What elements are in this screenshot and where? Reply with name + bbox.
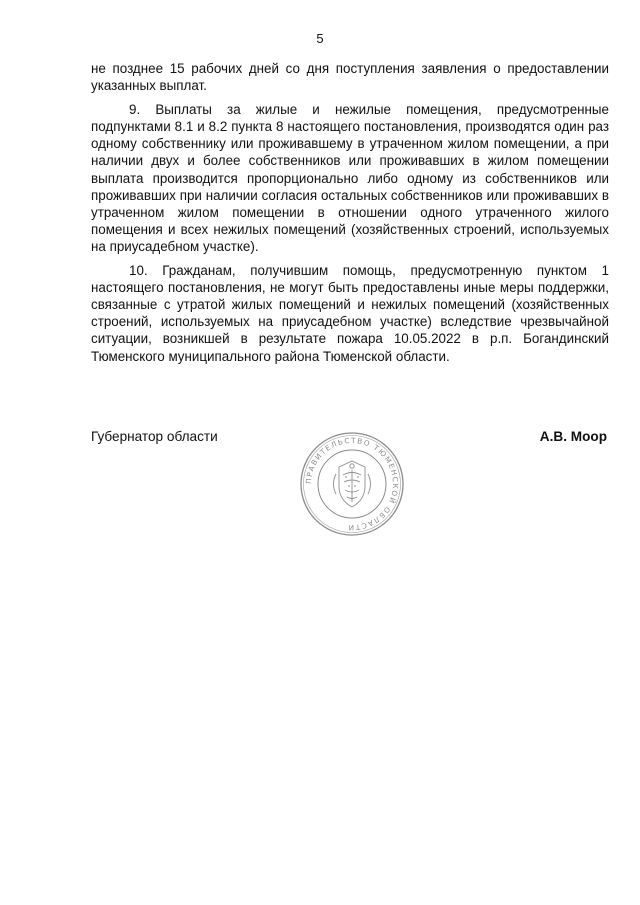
seal-ring-text: ПРАВИТЕЛЬСТВО ТЮМЕНСКОЙ ОБЛАСТИ: [303, 435, 401, 533]
official-seal-icon: [298, 430, 406, 538]
page-number: 5: [316, 31, 324, 46]
paragraph-continuation: не позднее 15 рабочих дней со дня поступления заявления о предоставлении указанных выплат.: [91, 61, 609, 94]
seal-emblem-icon: [334, 461, 371, 507]
document-body: [91, 60, 609, 365]
paragraph-item-9: 9. Выплаты за жилые и нежилые помещения, предусмотренные подпунктами 8.1 и 8.2 пункта 8 настоящего постановления, производятся один раз одному собственнику или проживавшему в утраченном жилом помещении, а при наличии двух и более собственников или проживавших в жилом помещении выплата производится пропорционально либо одному из собственников или проживавших при наличии согласия остальных собственников или проживавших в утраченном жилом помещении в отношении одного утраченного жилого помещения и всех нежилых помещений (хозяйственных строений, используемых на приусадебном участке).: [91, 102, 609, 254]
signatory-name: А.В. Моор: [539, 429, 607, 444]
paragraph-item-10: 10. Гражданам, получившим помощь, предусмотренную пунктом 1 настоящего постановления, не могут быть предоставлены иные меры поддержки, связанные с утратой жилых помещений и нежилых помещений (хозяйственных строений, используемых на приусадебном участке) вследствие чрезвычайной ситуации, возникшей в результате пожара 10.05.2022 в р.п. Богандинский Тюменского муниципального района Тюменской области.: [91, 263, 609, 364]
signatory-position: Губернатор области: [91, 429, 218, 444]
seal-graphic: [298, 430, 406, 538]
